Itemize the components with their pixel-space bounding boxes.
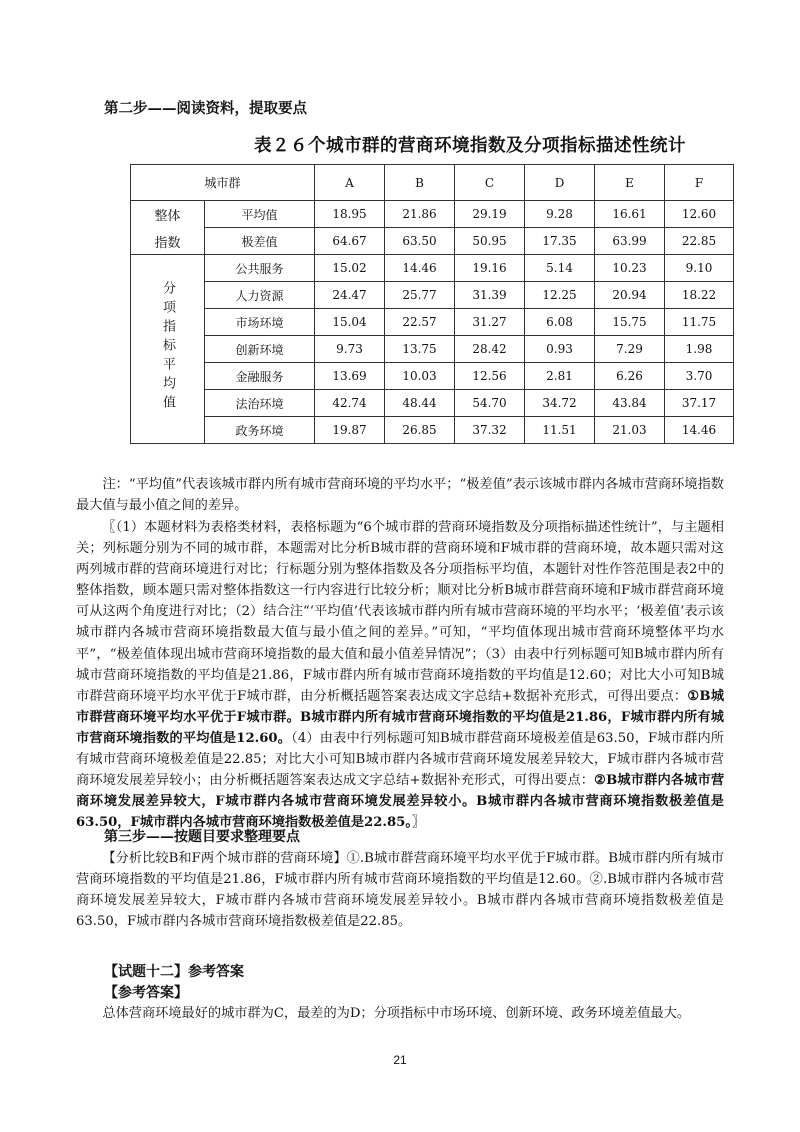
column-header: F bbox=[665, 165, 734, 201]
table-cell: 14.46 bbox=[665, 417, 734, 444]
table-cell: 63.50 bbox=[385, 228, 455, 255]
table-row bbox=[131, 390, 734, 417]
table-cell: 54.70 bbox=[455, 390, 525, 417]
table-row bbox=[131, 282, 734, 309]
table-cell: 16.61 bbox=[595, 201, 665, 228]
table-cell: 10.03 bbox=[385, 363, 455, 390]
row-label: 公共服务 bbox=[205, 255, 315, 282]
key-point-1: ①B城市群营商环境平均水平优于F城市群。B城市群内所有城市营商环境指数的平均值是21.86，F城市群内所有城市营商环境指数的平均值是12.60。 bbox=[76, 688, 725, 746]
table-cell: 37.17 bbox=[665, 390, 734, 417]
table-row bbox=[131, 309, 734, 336]
analysis-text: （4）由表中行列标题可知B城市群营商环境极差值是63.50，F城市群内所有城市营商环境极差值是22.85；对比大小可知B城市群内各城市营商环境发展差异较大，F城市群内各城市营商环境发展差异较小；由分析概括题答案表达成文字总结+数据补充形式，可得出要点： bbox=[76, 730, 724, 789]
table-cell: 21.86 bbox=[385, 201, 455, 228]
column-header: A bbox=[315, 165, 385, 201]
table-cell: 22.85 bbox=[665, 228, 734, 255]
row-label: 市场环境 bbox=[205, 309, 315, 336]
table-cell: 31.27 bbox=[455, 309, 525, 336]
row-label: 人力资源 bbox=[205, 282, 315, 309]
statistics-table bbox=[130, 164, 734, 444]
page-number: 21 bbox=[393, 1053, 407, 1067]
table-cell: 37.32 bbox=[455, 417, 525, 444]
final-answer-paragraph: 总体营商环境最好的城市群为C，最差的为D；分项指标中市场环境、创新环境、政务环境差值最大。 bbox=[102, 1006, 691, 1021]
table-cell: 15.04 bbox=[315, 309, 385, 336]
table-cell: 12.56 bbox=[455, 363, 525, 390]
table-cell: 21.03 bbox=[595, 417, 665, 444]
table-cell: 12.25 bbox=[525, 282, 595, 309]
key-point-2: ②B城市群内各城市营商环境发展差异较大，F城市群内各城市营商环境发展差异较小。B城市群内各城市营商环境指数极差值是63.50，F城市群内各城市营商环境指数极差值是22.85。 bbox=[76, 773, 725, 831]
table-cell: 0.93 bbox=[525, 336, 595, 363]
table-cell: 19.16 bbox=[455, 255, 525, 282]
table-row bbox=[131, 363, 734, 390]
step3-block bbox=[76, 848, 724, 932]
table-cell: 34.72 bbox=[525, 390, 595, 417]
table-cell: 31.39 bbox=[455, 282, 525, 309]
table-cell: 9.73 bbox=[315, 336, 385, 363]
row-label: 平均值 bbox=[205, 201, 315, 228]
analysis-text: 〖（1）本题材料为表格类材料，表格标题为“6个城市群的营商环境指数及分项指标描述性统计”，与主题相关；列标题分别为不同的城市群，本题需对比分析B城市群的营商环境和F城市群的营商环境，故本题只需对这两列城市群的营商环境进行对比；行标题分别为整体指数及各分项指标平均值，本题针对性作答范围是表2中的整体指数，顾本题只需对整体指数这一行内容进行比较分析；顺对比分析B城市群营商环境和F城市群营商环境可从这两个角度进行对比；（2）结合注“‘平均值’代表该城市群内所有城市营商环境的平均水平；‘极差值’表示该城市群内各城市营商环境指数最大值与最小值之间的差异。”可知，“平均值体现出城市营商环境整体平均水平”，“极差值体现出城市营商环境指数的最大值和最小值差异情况”；（3）由表中行列标题可知B城市群内所有城市营商环境指数的平均值是21.86，F城市群内所有城市营商环境指数的平均值是12.60；对比大小可知B城市群营商环境平均水平优于F城市群，由分析概括题答案表达成文字总结+数据补充形式，可得出要点： bbox=[76, 520, 724, 704]
group-sub-indicator-average bbox=[131, 255, 205, 444]
question12-heading: 【试题十二】参考答案 bbox=[104, 964, 244, 980]
table-cell: 15.02 bbox=[315, 255, 385, 282]
table-cell: 20.94 bbox=[595, 282, 665, 309]
step3-heading: 第三步——按题目要求整理要点 bbox=[104, 829, 300, 845]
step2-heading: 第二步——阅读资料，提取要点 bbox=[104, 100, 307, 117]
table-cell: 13.69 bbox=[315, 363, 385, 390]
table-cell: 50.95 bbox=[455, 228, 525, 255]
table-cell: 9.28 bbox=[525, 201, 595, 228]
table-cell: 11.51 bbox=[525, 417, 595, 444]
table-cell: 24.47 bbox=[315, 282, 385, 309]
table-cell: 22.57 bbox=[385, 309, 455, 336]
column-header: B bbox=[385, 165, 455, 201]
analysis-block bbox=[76, 517, 724, 833]
table-row bbox=[131, 255, 734, 282]
group-overall-line1: 整体 bbox=[154, 208, 181, 224]
note-paragraph: 注：“平均值”代表该城市群内所有城市营商环境的平均水平；“极差值”表示该城市群内各城市营商环境指数最大值与最小值之间的差异。 bbox=[76, 477, 724, 514]
table-cell: 42.74 bbox=[315, 390, 385, 417]
column-header: D bbox=[525, 165, 595, 201]
table-cell: 18.95 bbox=[315, 201, 385, 228]
table-cell: 6.26 bbox=[595, 363, 665, 390]
table-title: 表２６个城市群的营商环境指数及分项指标描述性统计 bbox=[254, 136, 686, 156]
analysis-paragraph bbox=[76, 517, 724, 833]
table-cell: 17.35 bbox=[525, 228, 595, 255]
table-cell: 26.85 bbox=[385, 417, 455, 444]
table-cell: 48.44 bbox=[385, 390, 455, 417]
table-cell: 2.81 bbox=[525, 363, 595, 390]
table-cell: 15.75 bbox=[595, 309, 665, 336]
table-row bbox=[131, 336, 734, 363]
table-cell: 14.46 bbox=[385, 255, 455, 282]
row-label: 法治环境 bbox=[205, 390, 315, 417]
step3-paragraph: 【分析比较B和F两个城市群的营商环境】①.B城市群营商环境平均水平优于F城市群。B城市群内所有城市营商环境指数的平均值是21.86，F城市群内所有城市营商环境指数的平均值是12.60。②.B城市群内各城市营商环境发展差异较大，F城市群内各城市营商环境发展差异较小。B城市群内各城市营商环境指数极差值是63.50，F城市群内各城市营商环境指数极差值是22.85。 bbox=[76, 851, 724, 930]
table-cell: 10.23 bbox=[595, 255, 665, 282]
table-cell: 5.14 bbox=[525, 255, 595, 282]
table-cell: 18.22 bbox=[665, 282, 734, 309]
group-overall-line2: 指数 bbox=[154, 235, 181, 251]
column-header: E bbox=[595, 165, 665, 201]
analysis-close: 〗 bbox=[411, 815, 426, 831]
table-header-row bbox=[131, 165, 734, 201]
table-cell: 63.99 bbox=[595, 228, 665, 255]
table-cell: 13.75 bbox=[385, 336, 455, 363]
table-row bbox=[131, 201, 734, 228]
table-cell: 28.42 bbox=[455, 336, 525, 363]
table-cell: 64.67 bbox=[315, 228, 385, 255]
row-label: 创新环境 bbox=[205, 336, 315, 363]
group-overall-index bbox=[131, 201, 205, 255]
table-cell: 1.98 bbox=[665, 336, 734, 363]
table-cell: 12.60 bbox=[665, 201, 734, 228]
table-cell: 7.29 bbox=[595, 336, 665, 363]
table-cell: 11.75 bbox=[665, 309, 734, 336]
table-cell: 9.10 bbox=[665, 255, 734, 282]
row-label: 政务环境 bbox=[205, 417, 315, 444]
table-note bbox=[76, 474, 724, 516]
table-corner-header: 城市群 bbox=[131, 165, 315, 201]
table-row bbox=[131, 417, 734, 444]
table-cell: 19.87 bbox=[315, 417, 385, 444]
table-row bbox=[131, 228, 734, 255]
row-label: 金融服务 bbox=[205, 363, 315, 390]
table-cell: 6.08 bbox=[525, 309, 595, 336]
table-cell: 43.84 bbox=[595, 390, 665, 417]
reference-answer-heading: 【参考答案】 bbox=[104, 985, 188, 1001]
group-sub-label: 分项指标平均值 bbox=[160, 281, 175, 414]
table-cell: 3.70 bbox=[665, 363, 734, 390]
table-cell: 25.77 bbox=[385, 282, 455, 309]
table-cell: 29.19 bbox=[455, 201, 525, 228]
column-header: C bbox=[455, 165, 525, 201]
row-label: 极差值 bbox=[205, 228, 315, 255]
final-answer-block bbox=[76, 1003, 724, 1024]
